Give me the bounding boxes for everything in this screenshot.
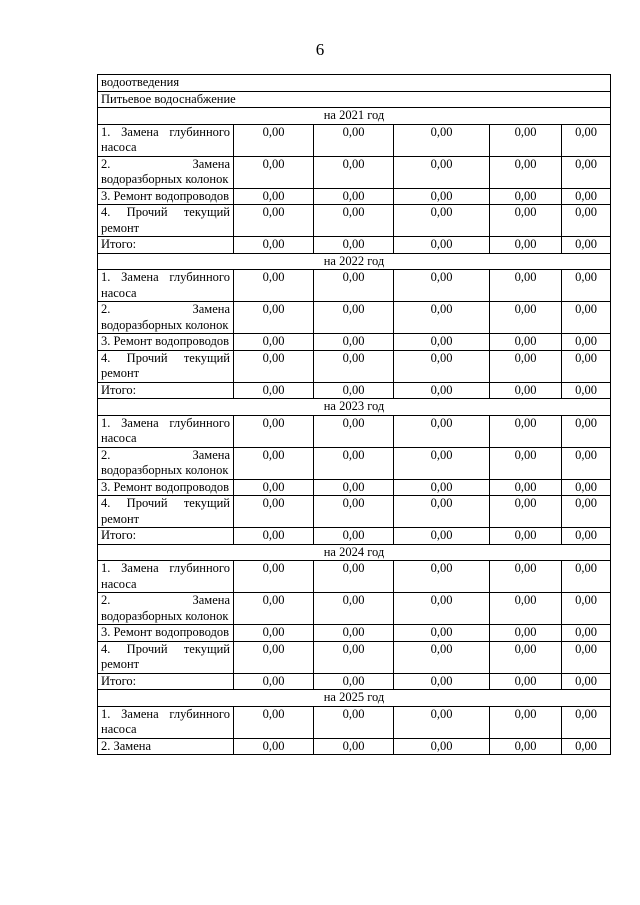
value-cell: 0,00 xyxy=(234,641,314,673)
value-cell: 0,00 xyxy=(314,350,394,382)
page-number: 6 xyxy=(315,40,325,59)
value-cell: 0,00 xyxy=(490,205,562,237)
header-row-text: водоотведения xyxy=(98,75,611,92)
value-cell: 0,00 xyxy=(314,673,394,690)
value-cell: 0,00 xyxy=(234,528,314,545)
value-cell: 0,00 xyxy=(314,270,394,302)
value-cell: 0,00 xyxy=(394,302,490,334)
value-cell: 0,00 xyxy=(234,593,314,625)
value-cell: 0,00 xyxy=(314,479,394,496)
value-cell: 0,00 xyxy=(314,124,394,156)
value-cell: 0,00 xyxy=(562,496,611,528)
value-cell: 0,00 xyxy=(394,382,490,399)
table-row xyxy=(98,641,611,673)
value-cell: 0,00 xyxy=(490,593,562,625)
value-cell: 0,00 xyxy=(562,673,611,690)
year-row xyxy=(98,690,611,707)
row-label: 2. Замена водоразборных колонок xyxy=(98,593,234,625)
table-row xyxy=(98,496,611,528)
value-cell: 0,00 xyxy=(314,561,394,593)
table-row xyxy=(98,561,611,593)
year-heading: на 2022 год xyxy=(98,253,611,270)
header-row-text: Питьевое водоснабжение xyxy=(98,91,611,108)
sections-body xyxy=(98,108,611,755)
year-heading: на 2021 год xyxy=(98,108,611,125)
budget-table xyxy=(97,74,611,755)
value-cell: 0,00 xyxy=(562,270,611,302)
value-cell: 0,00 xyxy=(562,382,611,399)
value-cell: 0,00 xyxy=(234,738,314,755)
value-cell: 0,00 xyxy=(562,237,611,254)
value-cell: 0,00 xyxy=(562,205,611,237)
value-cell: 0,00 xyxy=(234,270,314,302)
table-row xyxy=(98,350,611,382)
table-row xyxy=(98,188,611,205)
value-cell: 0,00 xyxy=(234,350,314,382)
value-cell: 0,00 xyxy=(562,625,611,642)
value-cell: 0,00 xyxy=(314,447,394,479)
value-cell: 0,00 xyxy=(562,447,611,479)
year-row xyxy=(98,544,611,561)
value-cell: 0,00 xyxy=(490,382,562,399)
value-cell: 0,00 xyxy=(234,479,314,496)
table-row xyxy=(98,479,611,496)
table-row xyxy=(98,334,611,351)
table-row xyxy=(98,706,611,738)
value-cell: 0,00 xyxy=(562,561,611,593)
value-cell: 0,00 xyxy=(394,641,490,673)
value-cell: 0,00 xyxy=(490,270,562,302)
value-cell: 0,00 xyxy=(234,124,314,156)
value-cell: 0,00 xyxy=(234,706,314,738)
value-cell: 0,00 xyxy=(394,237,490,254)
value-cell: 0,00 xyxy=(490,706,562,738)
row-label: 3. Ремонт водопроводов xyxy=(98,334,234,351)
table-row xyxy=(98,593,611,625)
table-row xyxy=(98,302,611,334)
year-row xyxy=(98,108,611,125)
value-cell: 0,00 xyxy=(490,561,562,593)
header-row xyxy=(98,91,611,108)
value-cell: 0,00 xyxy=(394,188,490,205)
value-cell: 0,00 xyxy=(562,593,611,625)
value-cell: 0,00 xyxy=(234,625,314,642)
value-cell: 0,00 xyxy=(490,334,562,351)
value-cell: 0,00 xyxy=(394,350,490,382)
value-cell: 0,00 xyxy=(314,706,394,738)
row-label: 4. Прочий текущий ремонт xyxy=(98,641,234,673)
header-row xyxy=(98,75,611,92)
table-row xyxy=(98,124,611,156)
value-cell: 0,00 xyxy=(394,528,490,545)
value-cell: 0,00 xyxy=(562,479,611,496)
row-label: 2. Замена xyxy=(98,738,234,755)
table-row xyxy=(98,205,611,237)
value-cell: 0,00 xyxy=(394,593,490,625)
value-cell: 0,00 xyxy=(394,625,490,642)
value-cell: 0,00 xyxy=(562,528,611,545)
value-cell: 0,00 xyxy=(234,237,314,254)
value-cell: 0,00 xyxy=(314,302,394,334)
value-cell: 0,00 xyxy=(394,334,490,351)
value-cell: 0,00 xyxy=(490,237,562,254)
value-cell: 0,00 xyxy=(562,188,611,205)
value-cell: 0,00 xyxy=(394,738,490,755)
row-label: 2. Замена водоразборных колонок xyxy=(98,156,234,188)
row-label: 1. Замена глубинного насоса xyxy=(98,124,234,156)
row-label: 1. Замена глубинного насоса xyxy=(98,561,234,593)
value-cell: 0,00 xyxy=(314,738,394,755)
value-cell: 0,00 xyxy=(490,673,562,690)
value-cell: 0,00 xyxy=(394,156,490,188)
row-label: 4. Прочий текущий ремонт xyxy=(98,496,234,528)
value-cell: 0,00 xyxy=(490,496,562,528)
table-row xyxy=(98,415,611,447)
value-cell: 0,00 xyxy=(234,188,314,205)
value-cell: 0,00 xyxy=(490,156,562,188)
value-cell: 0,00 xyxy=(394,673,490,690)
value-cell: 0,00 xyxy=(234,561,314,593)
value-cell: 0,00 xyxy=(314,625,394,642)
value-cell: 0,00 xyxy=(314,205,394,237)
value-cell: 0,00 xyxy=(490,738,562,755)
table-row xyxy=(98,738,611,755)
year-row xyxy=(98,253,611,270)
row-label: 3. Ремонт водопроводов xyxy=(98,479,234,496)
value-cell: 0,00 xyxy=(490,625,562,642)
value-cell: 0,00 xyxy=(562,156,611,188)
value-cell: 0,00 xyxy=(314,415,394,447)
year-row xyxy=(98,399,611,416)
value-cell: 0,00 xyxy=(562,124,611,156)
table-row xyxy=(98,270,611,302)
value-cell: 0,00 xyxy=(490,528,562,545)
year-heading: на 2025 год xyxy=(98,690,611,707)
row-label: 2. Замена водоразборных колонок xyxy=(98,447,234,479)
row-label: 1. Замена глубинного насоса xyxy=(98,415,234,447)
year-heading: на 2023 год xyxy=(98,399,611,416)
row-label: 2. Замена водоразборных колонок xyxy=(98,302,234,334)
total-row xyxy=(98,237,611,254)
value-cell: 0,00 xyxy=(562,415,611,447)
total-label: Итого: xyxy=(98,237,234,254)
value-cell: 0,00 xyxy=(234,205,314,237)
value-cell: 0,00 xyxy=(314,641,394,673)
value-cell: 0,00 xyxy=(394,706,490,738)
value-cell: 0,00 xyxy=(394,479,490,496)
value-cell: 0,00 xyxy=(490,641,562,673)
value-cell: 0,00 xyxy=(394,447,490,479)
value-cell: 0,00 xyxy=(490,302,562,334)
value-cell: 0,00 xyxy=(394,205,490,237)
value-cell: 0,00 xyxy=(562,706,611,738)
row-label: 1. Замена глубинного насоса xyxy=(98,270,234,302)
value-cell: 0,00 xyxy=(234,673,314,690)
value-cell: 0,00 xyxy=(394,561,490,593)
value-cell: 0,00 xyxy=(562,641,611,673)
value-cell: 0,00 xyxy=(314,528,394,545)
value-cell: 0,00 xyxy=(234,447,314,479)
value-cell: 0,00 xyxy=(314,237,394,254)
value-cell: 0,00 xyxy=(562,738,611,755)
table-row xyxy=(98,156,611,188)
total-label: Итого: xyxy=(98,673,234,690)
total-row xyxy=(98,528,611,545)
value-cell: 0,00 xyxy=(234,415,314,447)
value-cell: 0,00 xyxy=(490,447,562,479)
value-cell: 0,00 xyxy=(394,496,490,528)
value-cell: 0,00 xyxy=(490,350,562,382)
value-cell: 0,00 xyxy=(490,124,562,156)
value-cell: 0,00 xyxy=(562,302,611,334)
value-cell: 0,00 xyxy=(314,334,394,351)
row-label: 3. Ремонт водопроводов xyxy=(98,188,234,205)
table-row xyxy=(98,447,611,479)
value-cell: 0,00 xyxy=(314,188,394,205)
value-cell: 0,00 xyxy=(394,415,490,447)
value-cell: 0,00 xyxy=(490,479,562,496)
value-cell: 0,00 xyxy=(234,496,314,528)
value-cell: 0,00 xyxy=(394,270,490,302)
value-cell: 0,00 xyxy=(234,382,314,399)
row-label: 4. Прочий текущий ремонт xyxy=(98,205,234,237)
total-label: Итого: xyxy=(98,382,234,399)
value-cell: 0,00 xyxy=(234,302,314,334)
value-cell: 0,00 xyxy=(314,382,394,399)
row-label: 3. Ремонт водопроводов xyxy=(98,625,234,642)
value-cell: 0,00 xyxy=(394,124,490,156)
value-cell: 0,00 xyxy=(314,496,394,528)
year-heading: на 2024 год xyxy=(98,544,611,561)
value-cell: 0,00 xyxy=(490,415,562,447)
total-row xyxy=(98,673,611,690)
value-cell: 0,00 xyxy=(562,334,611,351)
row-label: 4. Прочий текущий ремонт xyxy=(98,350,234,382)
value-cell: 0,00 xyxy=(314,156,394,188)
value-cell: 0,00 xyxy=(562,350,611,382)
row-label: 1. Замена глубинного насоса xyxy=(98,706,234,738)
value-cell: 0,00 xyxy=(234,156,314,188)
value-cell: 0,00 xyxy=(490,188,562,205)
value-cell: 0,00 xyxy=(314,593,394,625)
total-label: Итого: xyxy=(98,528,234,545)
table-row xyxy=(98,625,611,642)
value-cell: 0,00 xyxy=(234,334,314,351)
total-row xyxy=(98,382,611,399)
